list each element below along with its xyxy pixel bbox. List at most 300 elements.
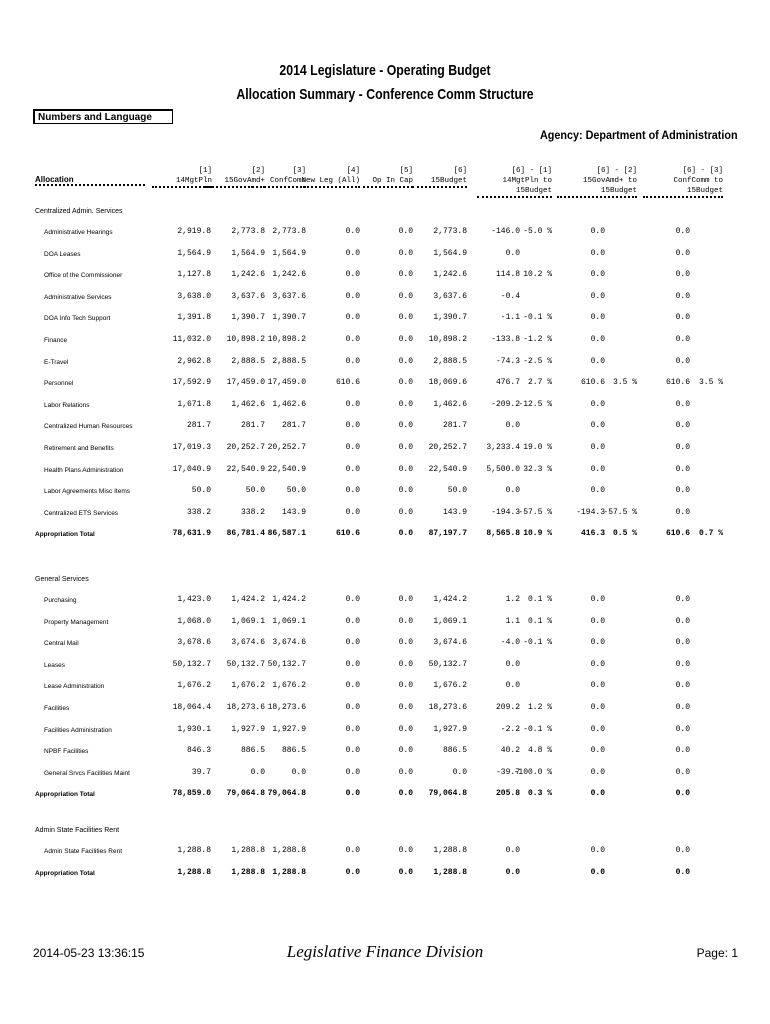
row-label: NPBF Facilities	[44, 748, 89, 755]
cell-value: 1,676.2	[433, 681, 467, 690]
table-row	[0, 725, 770, 739]
cell-value: 1,671.8	[177, 400, 211, 409]
cell-value: 17,459.0	[267, 378, 306, 387]
cell-value: 50,132.7	[226, 660, 265, 669]
column-header	[477, 166, 552, 198]
cell-value: 79,064.8	[428, 789, 467, 798]
cell-value: 0.0	[291, 768, 306, 777]
row-label: E-Travel	[44, 359, 69, 366]
cell-value: 1,462.6	[231, 400, 265, 409]
cell-value: -57.5 %	[603, 508, 637, 517]
cell-value: 0.0	[345, 270, 360, 279]
cell-value: 10.9 %	[523, 529, 552, 538]
cell-value: 10,898.2	[226, 335, 265, 344]
cell-value: 1,288.8	[272, 846, 306, 855]
cell-value: 22,540.9	[226, 465, 265, 474]
cell-value: -12.5 %	[518, 400, 552, 409]
table-row	[0, 508, 770, 522]
cell-value: 32.3 %	[523, 465, 552, 474]
cell-value: 79,064.8	[267, 789, 306, 798]
cell-value: 0.0	[345, 789, 360, 798]
column-number: [6] - [1]	[511, 167, 552, 175]
table-row	[0, 335, 770, 349]
cell-value: 2,962.8	[177, 357, 211, 366]
cell-value: 0.0	[590, 768, 605, 777]
cell-value: 0.0	[345, 660, 360, 669]
column-header	[300, 166, 360, 188]
cell-value: 17,019.3	[172, 443, 211, 452]
cell-value: -39.7	[495, 768, 520, 777]
cell-value: 20,252.7	[267, 443, 306, 452]
cell-value: 0.5 %	[612, 529, 637, 538]
cell-value: 1,927.9	[433, 725, 467, 734]
cell-value: 0.0	[590, 313, 605, 322]
cell-value: 3,674.6	[231, 638, 265, 647]
column-number: [5]	[399, 167, 413, 175]
cell-value: 17,592.9	[172, 378, 211, 387]
cell-value: 1,288.8	[272, 868, 306, 877]
cell-value: 2,888.5	[433, 357, 467, 366]
row-label: Labor Agreements Misc Items	[44, 488, 130, 495]
row-label: DOA Info Tech Support	[44, 315, 111, 322]
cell-value: 2,773.8	[231, 227, 265, 236]
cell-value: 0.0	[345, 443, 360, 452]
cell-value: 2,773.8	[433, 227, 467, 236]
cell-value: -133.8	[491, 335, 520, 344]
cell-value: 143.9	[281, 508, 306, 517]
cell-value: 0.0	[675, 335, 690, 344]
cell-value: 0.0	[675, 681, 690, 690]
cell-value: 1,068.0	[177, 617, 211, 626]
cell-value: 0.0	[590, 703, 605, 712]
cell-value: 0.0	[675, 400, 690, 409]
cell-value: 0.0	[345, 465, 360, 474]
total-row	[0, 529, 770, 543]
row-label: DOA Leases	[44, 251, 81, 258]
row-label: Appropriation Total	[35, 531, 95, 538]
cell-value: 50.0	[191, 486, 211, 495]
row-label: Property Management	[44, 619, 109, 626]
cell-value: 1,423.0	[177, 595, 211, 604]
cell-value: 0.0	[590, 270, 605, 279]
cell-value: 1,069.1	[272, 617, 306, 626]
cell-value: 1,564.9	[272, 249, 306, 258]
cell-value: 0.0	[590, 357, 605, 366]
row-label: Purchasing	[44, 597, 77, 604]
cell-value: 0.0	[675, 508, 690, 517]
cell-value: 886.5	[281, 746, 306, 755]
row-label: Retirement and Benefits	[44, 445, 114, 452]
cell-value: -194.3	[576, 508, 605, 517]
cell-value: 0.0	[398, 681, 413, 690]
cell-value: 0.0	[590, 868, 605, 877]
cell-value: 0.0	[398, 617, 413, 626]
cell-value: 281.7	[240, 421, 265, 430]
cell-value: -100.0 %	[513, 768, 552, 777]
row-label: Leases	[44, 662, 65, 669]
allocation-header: Allocation	[35, 175, 145, 186]
cell-value: 3,637.6	[433, 292, 467, 301]
report-timestamp: 2014-05-23 13:36:15	[33, 946, 145, 960]
total-row	[0, 789, 770, 803]
cell-value: -2.5 %	[523, 357, 552, 366]
cell-value: 281.7	[186, 421, 211, 430]
cell-value: 0.0	[345, 638, 360, 647]
cell-value: 0.0	[398, 227, 413, 236]
cell-value: 0.0	[675, 357, 690, 366]
cell-value: 0.0	[675, 270, 690, 279]
cell-value: -5.0 %	[523, 227, 552, 236]
division-signature: Legislative Finance Division	[286, 942, 484, 961]
cell-value: 0.0	[398, 868, 413, 877]
cell-value: 338.2	[186, 508, 211, 517]
cell-value: 0.0	[250, 768, 265, 777]
cell-value: 3,674.6	[272, 638, 306, 647]
cell-value: -209.2	[491, 400, 520, 409]
cell-value: 18,064.4	[172, 703, 211, 712]
cell-value: 0.0	[398, 313, 413, 322]
cell-value: 0.0	[345, 357, 360, 366]
row-label: General Srvcs Facilities Maint	[44, 770, 130, 777]
row-label: Centralized ETS Services	[44, 510, 119, 517]
cell-value: 0.0	[675, 660, 690, 669]
cell-value: 0.0	[398, 529, 413, 538]
section-heading: Admin State Facilities Rent	[35, 827, 120, 834]
row-label: Health Plans Administration	[44, 467, 124, 474]
cell-value: 1,069.1	[231, 617, 265, 626]
cell-value: 2.7 %	[527, 378, 552, 387]
cell-value: -1.2 %	[523, 335, 552, 344]
cell-value: 0.0	[590, 638, 605, 647]
cell-value: 0.0	[505, 681, 520, 690]
table-row	[0, 638, 770, 652]
column-name: Op In Cap	[358, 176, 413, 188]
cell-value: 8,565.8	[486, 529, 520, 538]
cell-value: 0.0	[398, 703, 413, 712]
cell-value: 0.0	[675, 725, 690, 734]
cell-value: 0.0	[590, 746, 605, 755]
cell-value: 0.0	[345, 400, 360, 409]
cell-value: 79,064.8	[226, 789, 265, 798]
cell-value: 1,564.9	[433, 249, 467, 258]
cell-value: 0.0	[505, 868, 520, 877]
total-row	[0, 868, 770, 882]
row-label: Facilities	[44, 705, 70, 712]
cell-value: 0.0	[345, 746, 360, 755]
cell-value: -2.2	[500, 725, 520, 734]
cell-value: 0.0	[675, 746, 690, 755]
cell-value: 1,288.8	[231, 846, 265, 855]
cell-value: 0.0	[590, 465, 605, 474]
row-label: Appropriation Total	[35, 870, 95, 877]
cell-value: 610.6	[665, 529, 690, 538]
cell-value: 0.0	[590, 335, 605, 344]
cell-value: 39.7	[191, 768, 211, 777]
row-label: Administrative Hearings	[44, 229, 113, 236]
cell-value: 1,927.9	[231, 725, 265, 734]
report-title: 2014 Legislature - Operating Budget	[279, 62, 491, 79]
column-name: 15GovAmd+	[205, 176, 265, 188]
cell-value: 1,127.8	[177, 270, 211, 279]
cell-value: 0.0	[675, 703, 690, 712]
cell-value: 0.0	[398, 335, 413, 344]
cell-value: 0.0	[398, 249, 413, 258]
column-number: [6]	[453, 167, 467, 175]
column-number: [6] - [2]	[596, 167, 637, 175]
cell-value: 0.0	[590, 421, 605, 430]
cell-value: 0.0	[675, 313, 690, 322]
cell-value: 3,637.6	[272, 292, 306, 301]
cell-value: 2,888.5	[231, 357, 265, 366]
cell-value: 87,197.7	[428, 529, 467, 538]
cell-value: 1,564.9	[177, 249, 211, 258]
cell-value: 0.0	[398, 846, 413, 855]
cell-value: 0.0	[345, 292, 360, 301]
cell-value: 0.0	[590, 617, 605, 626]
row-label: Appropriation Total	[35, 791, 95, 798]
cell-value: 1.2	[505, 595, 520, 604]
table-row	[0, 270, 770, 284]
cell-value: 205.8	[495, 789, 520, 798]
cell-value: 1,424.2	[433, 595, 467, 604]
cell-value: 0.0	[590, 846, 605, 855]
cell-value: 1.2 %	[527, 703, 552, 712]
cell-value: 0.0	[398, 292, 413, 301]
column-header	[412, 166, 467, 188]
cell-value: -0.1 %	[523, 313, 552, 322]
cell-value: 0.0	[505, 249, 520, 258]
cell-value: 0.0	[675, 486, 690, 495]
row-label: Personnel	[44, 380, 74, 387]
cell-value: 0.0	[590, 292, 605, 301]
column-name: ConfComm	[251, 176, 306, 188]
cell-value: 18,273.6	[428, 703, 467, 712]
column-name: New Leg (All)	[300, 176, 360, 188]
cell-value: 0.0	[398, 486, 413, 495]
cell-value: 0.0	[505, 486, 520, 495]
cell-value: 50.0	[447, 486, 467, 495]
cell-value: 1,242.6	[272, 270, 306, 279]
cell-value: -0.1 %	[523, 725, 552, 734]
table-row	[0, 378, 770, 392]
cell-value: 10,898.2	[267, 335, 306, 344]
cell-value: -194.3	[491, 508, 520, 517]
table-row	[0, 249, 770, 263]
cell-value: 0.7 %	[698, 529, 723, 538]
section-heading: Centralized Admin. Services	[35, 208, 123, 215]
cell-value: 1,391.8	[177, 313, 211, 322]
cell-value: 1,242.6	[231, 270, 265, 279]
column-header	[557, 166, 637, 198]
cell-value: 610.6	[580, 378, 605, 387]
cell-value: 3,678.6	[177, 638, 211, 647]
cell-value: 10.2 %	[523, 270, 552, 279]
column-name: 14MgtPln	[152, 176, 212, 188]
table-row	[0, 703, 770, 717]
cell-value: 0.0	[345, 681, 360, 690]
cell-value: 1,462.6	[272, 400, 306, 409]
column-number: [6] - [3]	[682, 167, 723, 175]
cell-value: 476.7	[495, 378, 520, 387]
cell-value: -0.4	[500, 292, 520, 301]
cell-value: 0.0	[505, 660, 520, 669]
column-header	[251, 166, 306, 188]
cell-value: 1,390.7	[433, 313, 467, 322]
cell-value: 0.0	[398, 443, 413, 452]
cell-value: 0.0	[675, 638, 690, 647]
cell-value: 0.0	[398, 638, 413, 647]
column-number: [2]	[251, 167, 265, 175]
table-row	[0, 681, 770, 695]
section-heading: General Services	[35, 576, 89, 583]
agency-label: Agency: Department of Administration	[540, 128, 738, 142]
cell-value: 0.0	[398, 725, 413, 734]
cell-value: 5,500.0	[486, 465, 520, 474]
table-row	[0, 465, 770, 479]
cell-value: 0.1 %	[527, 617, 552, 626]
cell-value: 0.0	[590, 400, 605, 409]
cell-value: 0.0	[398, 465, 413, 474]
cell-value: 0.0	[345, 617, 360, 626]
cell-value: 40.2	[500, 746, 520, 755]
cell-value: 0.0	[398, 400, 413, 409]
cell-value: 0.0	[398, 270, 413, 279]
cell-value: 10,898.2	[428, 335, 467, 344]
cell-value: 0.0	[675, 465, 690, 474]
cell-value: 1,930.1	[177, 725, 211, 734]
cell-value: 0.0	[398, 660, 413, 669]
cell-value: 0.0	[345, 249, 360, 258]
table-row	[0, 443, 770, 457]
column-header	[643, 166, 723, 198]
cell-value: 1,288.8	[177, 868, 211, 877]
cell-value: 78,859.0	[172, 789, 211, 798]
cell-value: 18,273.6	[267, 703, 306, 712]
cell-value: 0.0	[590, 227, 605, 236]
cell-value: 4.8 %	[527, 746, 552, 755]
report-subtitle: Allocation Summary - Conference Comm Structure	[236, 86, 534, 103]
column-name: 15Budget	[412, 176, 467, 188]
cell-value: 78,631.9	[172, 529, 211, 538]
row-label: Office of the Commissioner	[44, 272, 123, 279]
page-number: Page: 1	[696, 946, 738, 960]
cell-value: 0.0	[590, 443, 605, 452]
column-number: [1]	[198, 167, 212, 175]
column-number: [4]	[346, 167, 360, 175]
cell-value: 0.1 %	[527, 595, 552, 604]
table-row	[0, 768, 770, 782]
column-name: 14MgtPln to 15Budget	[477, 176, 552, 198]
cell-value: 0.0	[675, 595, 690, 604]
cell-value: 22,540.9	[428, 465, 467, 474]
cell-value: 0.0	[675, 617, 690, 626]
cell-value: 0.0	[345, 703, 360, 712]
cell-value: 50.0	[286, 486, 306, 495]
table-row	[0, 421, 770, 435]
table-row	[0, 595, 770, 609]
cell-value: 18,069.6	[428, 378, 467, 387]
cell-value: 0.0	[345, 725, 360, 734]
cell-value: 0.0	[675, 846, 690, 855]
column-number: [3]	[292, 167, 306, 175]
cell-value: 0.0	[398, 378, 413, 387]
cell-value: 11,032.0	[172, 335, 211, 344]
cell-value: 281.7	[281, 421, 306, 430]
cell-value: 86,587.1	[267, 529, 306, 538]
cell-value: 0.0	[675, 292, 690, 301]
cell-value: 20,252.7	[226, 443, 265, 452]
column-header	[358, 166, 413, 188]
cell-value: 0.0	[345, 486, 360, 495]
row-label: Lease Administration	[44, 683, 105, 690]
cell-value: -1.1	[500, 313, 520, 322]
column-name: ConfComm to 15Budget	[643, 176, 723, 198]
row-label: Central Mail	[44, 640, 79, 647]
cell-value: 416.3	[580, 529, 605, 538]
cell-value: 50,132.7	[428, 660, 467, 669]
cell-value: 0.0	[345, 508, 360, 517]
cell-value: 1,242.6	[433, 270, 467, 279]
cell-value: 0.0	[675, 789, 690, 798]
cell-value: 3,637.6	[231, 292, 265, 301]
cell-value: 1,069.1	[433, 617, 467, 626]
cell-value: 1.1	[505, 617, 520, 626]
cell-value: 886.5	[442, 746, 467, 755]
cell-value: 0.0	[590, 789, 605, 798]
row-label: Centralized Human Resources	[44, 423, 133, 430]
cell-value: 3,638.0	[177, 292, 211, 301]
cell-value: 1,424.2	[272, 595, 306, 604]
cell-value: 0.0	[398, 595, 413, 604]
cell-value: 1,564.9	[231, 249, 265, 258]
cell-value: 2,919.8	[177, 227, 211, 236]
cell-value: 114.8	[495, 270, 520, 279]
cell-value: 3.5 %	[612, 378, 637, 387]
table-row	[0, 846, 770, 860]
cell-value: 1,676.2	[231, 681, 265, 690]
table-row	[0, 313, 770, 327]
numbers-and-language-label: Numbers and Language	[33, 109, 173, 124]
cell-value: 0.0	[675, 421, 690, 430]
row-label: Administrative Services	[44, 294, 112, 301]
cell-value: -4.0	[500, 638, 520, 647]
cell-value: 0.0	[675, 443, 690, 452]
cell-value: 0.0	[398, 421, 413, 430]
column-header	[152, 166, 212, 188]
cell-value: 1,424.2	[231, 595, 265, 604]
cell-value: 0.0	[590, 249, 605, 258]
cell-value: 338.2	[240, 508, 265, 517]
cell-value: 281.7	[442, 421, 467, 430]
cell-value: 3.5 %	[698, 378, 723, 387]
cell-value: 0.0	[398, 746, 413, 755]
cell-value: 50,132.7	[267, 660, 306, 669]
cell-value: 0.0	[675, 249, 690, 258]
cell-value: 143.9	[442, 508, 467, 517]
cell-value: 0.0	[590, 681, 605, 690]
row-label: Labor Relations	[44, 402, 90, 409]
cell-value: 18,273.6	[226, 703, 265, 712]
cell-value: 0.0	[345, 227, 360, 236]
cell-value: 0.0	[675, 868, 690, 877]
cell-value: 1,462.6	[433, 400, 467, 409]
table-row	[0, 746, 770, 760]
cell-value: 17,040.9	[172, 465, 211, 474]
cell-value: 3,674.6	[433, 638, 467, 647]
cell-value: 0.0	[398, 508, 413, 517]
row-label: Finance	[44, 337, 68, 344]
cell-value: 17,459.0	[226, 378, 265, 387]
